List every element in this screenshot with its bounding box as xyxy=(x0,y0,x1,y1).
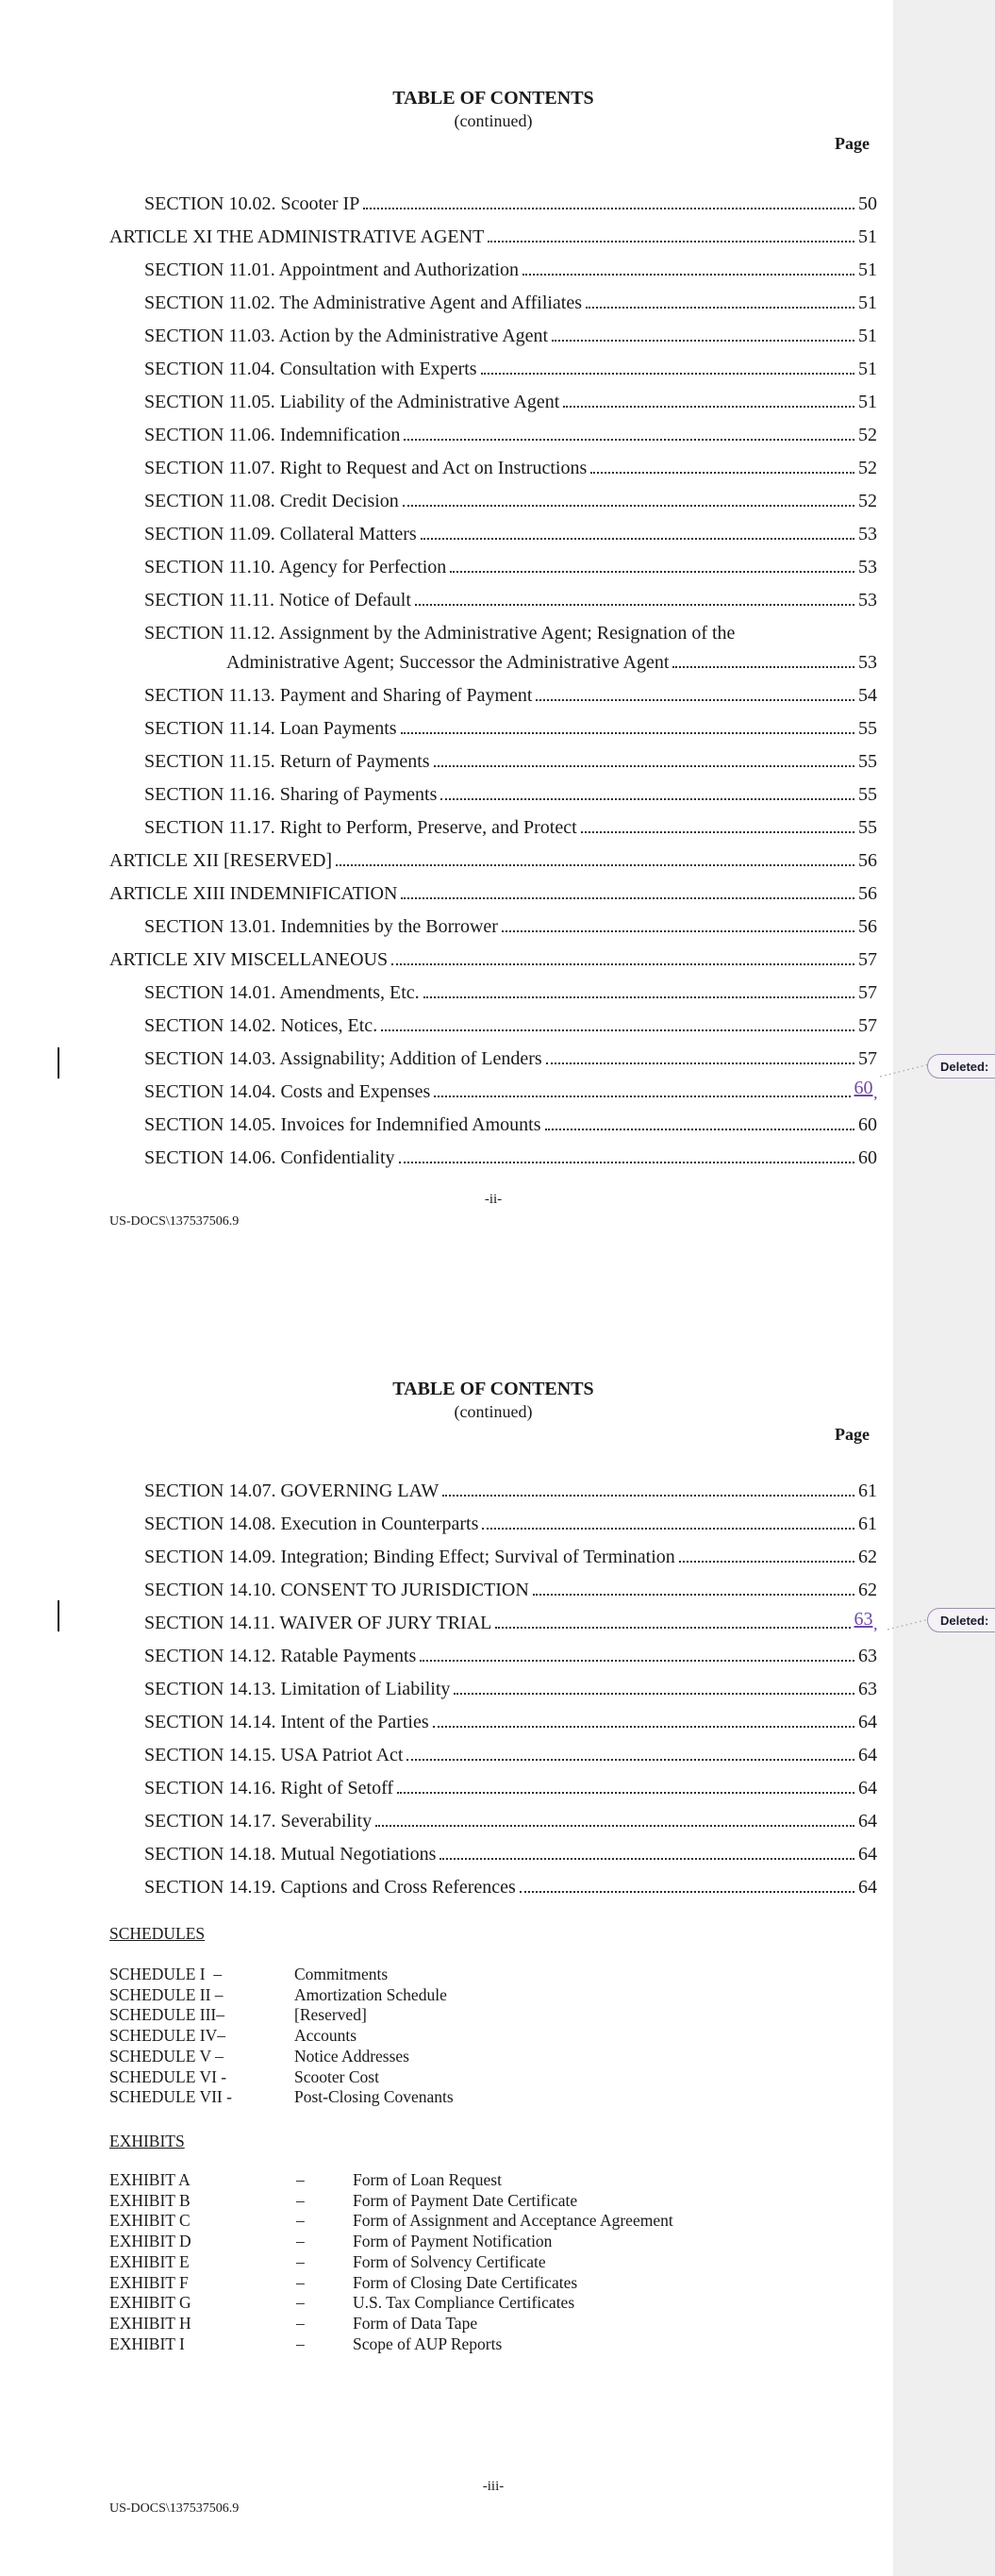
dot-leader xyxy=(420,1660,854,1662)
schedule-label: SCHEDULE IV– xyxy=(109,2026,225,2046)
exhibit-item xyxy=(109,2273,673,2294)
toc-entry-text: SECTION 14.12. Ratable Payments xyxy=(144,1646,417,1666)
toc-entry-text: SECTION 14.14. Intent of the Parties xyxy=(144,1712,429,1732)
toc-entry-page: 60 xyxy=(858,1147,877,1168)
schedule-description: Accounts xyxy=(294,2026,357,2046)
exhibit-description: Form of Data Tape xyxy=(353,2313,478,2333)
toc-entry xyxy=(109,216,877,249)
schedule-item xyxy=(109,2026,454,2047)
dot-leader xyxy=(401,897,854,899)
dot-leader xyxy=(495,1627,850,1629)
toc-entry-text: SECTION 11.11. Notice of Default xyxy=(144,590,411,611)
exhibit-dash: – xyxy=(296,2313,305,2333)
doc-id-footer: US-DOCS\137537506.9 xyxy=(109,2501,240,2516)
exhibit-description: Form of Solvency Certificate xyxy=(353,2251,546,2271)
toc-entry-page: 55 xyxy=(858,784,877,805)
page-column-header: Page xyxy=(835,134,870,153)
dot-leader xyxy=(433,1726,854,1728)
exhibit-label: EXHIBIT A xyxy=(109,2170,191,2189)
exhibit-dash: – xyxy=(296,2232,305,2251)
toc-entry-page: 63 xyxy=(858,1679,877,1699)
toc-entry-page: 51 xyxy=(858,226,877,247)
toc-entry-text: SECTION 14.13. Limitation of Liability xyxy=(144,1679,451,1699)
toc-list-page-iii xyxy=(109,1470,877,1899)
toc-entry xyxy=(109,1071,877,1104)
toc-entry-page: $63_,$ xyxy=(854,1609,877,1633)
exhibit-dash: – xyxy=(296,2170,305,2189)
toc-entry-page: 64 xyxy=(858,1844,877,1865)
schedule-description: Scooter Cost xyxy=(294,2066,379,2086)
toc-entry-page: 61 xyxy=(858,1480,877,1501)
dot-leader xyxy=(421,538,854,540)
toc-entry xyxy=(109,480,877,513)
toc-entry-text: SECTION 11.12. Assignment by the Administrative Agent; Resignation of the xyxy=(144,623,736,644)
toc-entry xyxy=(109,939,877,972)
toc-heading: TABLE OF CONTENTS xyxy=(392,1379,594,1399)
dot-leader xyxy=(546,1062,854,1064)
toc-entry-text: SECTION 11.01. Appointment and Authorization xyxy=(144,259,520,280)
schedule-label: SCHEDULE III– xyxy=(109,2005,224,2025)
exhibit-item xyxy=(109,2252,673,2273)
exhibit-label: EXHIBIT D xyxy=(109,2232,191,2251)
dot-leader xyxy=(533,1594,854,1596)
toc-entry-page: 64 xyxy=(858,1712,877,1732)
schedules-heading: SCHEDULES xyxy=(109,1924,206,1943)
schedule-label: SCHEDULE VII - xyxy=(109,2087,232,2107)
schedule-item xyxy=(109,2087,454,2108)
schedule-item xyxy=(109,1965,454,1985)
dot-leader xyxy=(586,307,854,309)
toc-entry-text: SECTION 11.15. Return of Payments xyxy=(144,751,430,772)
toc-entry-page: 64 xyxy=(858,1877,877,1898)
dot-leader xyxy=(401,732,854,734)
toc-entry xyxy=(109,513,877,546)
toc-entry-page: 51 xyxy=(858,359,877,379)
toc-entry-text: SECTION 14.07. GOVERNING LAW xyxy=(144,1480,439,1501)
toc-entry xyxy=(109,1470,877,1503)
toc-entry-text: SECTION 11.03. Action by the Administrative Agent xyxy=(144,326,549,346)
dot-leader xyxy=(502,930,854,932)
schedule-label: SCHEDULE II – xyxy=(109,1984,224,2004)
dot-leader xyxy=(336,864,854,866)
exhibit-item xyxy=(109,2232,673,2252)
toc-entry xyxy=(109,414,877,447)
dot-leader xyxy=(536,699,854,701)
toc-entry-text: SECTION 11.08. Credit Decision xyxy=(144,491,399,511)
toc-entry-page: 55 xyxy=(858,817,877,838)
toc-entry-text: SECTION 11.05. Liability of the Administrative Agent xyxy=(144,392,560,412)
dot-leader xyxy=(442,1495,854,1497)
toc-entry-text: SECTION 11.13. Payment and Sharing of Payment xyxy=(144,685,533,706)
toc-entry-text: SECTION 13.01. Indemnities by the Borrower xyxy=(144,916,498,937)
revision-markup-column xyxy=(893,0,995,2576)
tracked-change-balloon-deleted[interactable] xyxy=(927,1608,995,1632)
toc-entry-page: $60_,$ xyxy=(854,1078,877,1102)
dot-leader xyxy=(581,831,854,833)
toc-entry-page: 53 xyxy=(858,652,877,673)
dot-leader xyxy=(522,274,854,276)
exhibit-description: Form of Closing Date Certificates xyxy=(353,2272,578,2292)
exhibit-dash: – xyxy=(296,2190,305,2210)
toc-entry-text: SECTION 14.08. Execution in Counterparts xyxy=(144,1514,479,1534)
toc-entry-page: 54 xyxy=(858,685,877,706)
toc-entry xyxy=(109,972,877,1005)
toc-entry xyxy=(109,381,877,414)
schedule-description: [Reserved] xyxy=(294,2005,367,2025)
toc-entry xyxy=(109,1767,877,1800)
toc-entry-text: ARTICLE XIII INDEMNIFICATION xyxy=(109,883,398,904)
toc-entry-text: SECTION 14.16. Right of Setoff xyxy=(144,1778,394,1798)
dot-leader xyxy=(454,1693,854,1695)
toc-entry-text: SECTION 14.05. Invoices for Indemnified Amounts xyxy=(144,1114,541,1135)
dot-leader xyxy=(404,439,854,441)
schedule-description: Notice Addresses xyxy=(294,2046,409,2066)
exhibit-dash: – xyxy=(296,2251,305,2271)
balloon-label: Deleted: xyxy=(940,1613,989,1628)
toc-entry xyxy=(109,1866,877,1899)
toc-entry-page: 64 xyxy=(858,1811,877,1832)
toc-entry-text: ARTICLE XI THE ADMINISTRATIVE AGENT xyxy=(109,226,485,247)
toc-entry-page: 56 xyxy=(858,916,877,937)
dot-leader xyxy=(679,1561,854,1563)
dot-leader xyxy=(397,1792,854,1794)
toc-entry-text: SECTION 14.18. Mutual Negotiations xyxy=(144,1844,437,1865)
toc-entry-text: ARTICLE XII [RESERVED] xyxy=(109,850,333,871)
toc-entry xyxy=(109,1701,877,1734)
exhibit-dash: – xyxy=(296,2333,305,2353)
toc-entry xyxy=(109,1635,877,1668)
toc-entry-page: 61 xyxy=(858,1514,877,1534)
dot-leader xyxy=(375,1825,854,1827)
toc-entry xyxy=(109,741,877,774)
toc-entry xyxy=(109,1137,877,1170)
toc-entry xyxy=(109,1038,877,1071)
page-number-footer: -iii- xyxy=(482,2479,505,2494)
toc-entry-page: 62 xyxy=(858,1580,877,1600)
exhibit-item xyxy=(109,2334,673,2355)
schedule-description: Post-Closing Covenants xyxy=(294,2087,454,2107)
toc-entry xyxy=(109,1104,877,1137)
toc-entry-page: 64 xyxy=(858,1778,877,1798)
toc-entry xyxy=(109,282,877,315)
toc-heading: TABLE OF CONTENTS xyxy=(392,88,594,109)
toc-entry-text: SECTION 14.19. Captions and Cross References xyxy=(144,1877,516,1898)
toc-entry-text: SECTION 11.09. Collateral Matters xyxy=(144,524,417,544)
toc-entry-page: 63 xyxy=(858,1646,877,1666)
schedules-list xyxy=(109,1965,454,2108)
toc-entry-text: Administrative Agent; Successor the Administrative Agent xyxy=(226,652,670,673)
toc-entry xyxy=(109,1734,877,1767)
exhibit-item xyxy=(109,2293,673,2314)
toc-entry-text: SECTION 14.06. Confidentiality xyxy=(144,1147,395,1168)
exhibit-description: Form of Payment Notification xyxy=(353,2232,553,2251)
schedule-item xyxy=(109,2005,454,2026)
toc-entry-page: 57 xyxy=(858,1048,877,1069)
schedule-label: SCHEDULE V – xyxy=(109,2046,224,2066)
toc-entry-text: SECTION 14.11. WAIVER OF JURY TRIAL xyxy=(144,1613,492,1633)
toc-entry xyxy=(109,1800,877,1833)
dot-leader xyxy=(434,1096,850,1097)
exhibits-block xyxy=(109,2131,673,2354)
dot-leader xyxy=(415,604,854,606)
toc-entry xyxy=(109,906,877,939)
schedules-block xyxy=(109,1923,454,2108)
toc-entry xyxy=(109,774,877,807)
toc-list-page-ii xyxy=(109,183,877,1170)
toc-entry xyxy=(109,645,877,675)
exhibit-label: EXHIBIT F xyxy=(109,2272,189,2292)
toc-entry xyxy=(109,807,877,840)
toc-entry-text: SECTION 14.15. USA Patriot Act xyxy=(144,1745,404,1765)
toc-entry-text: SECTION 11.14. Loan Payments xyxy=(144,718,397,739)
toc-entry xyxy=(109,1503,877,1536)
dot-leader xyxy=(434,765,854,767)
toc-entry-page: 57 xyxy=(858,982,877,1003)
exhibit-description: Form of Assignment and Acceptance Agreement xyxy=(353,2211,673,2231)
toc-entry-text: SECTION 14.09. Integration; Binding Effect; Survival of Termination xyxy=(144,1547,675,1567)
toc-entry xyxy=(109,315,877,348)
toc-entry xyxy=(109,447,877,480)
exhibit-item xyxy=(109,2191,673,2212)
schedule-item xyxy=(109,2047,454,2067)
toc-entry xyxy=(109,1602,877,1635)
toc-entry-page: 56 xyxy=(858,883,877,904)
toc-entry-text: SECTION 14.04. Costs and Expenses xyxy=(144,1081,431,1102)
toc-entry xyxy=(109,1668,877,1701)
exhibit-description: Form of Payment Date Certificate xyxy=(353,2190,578,2210)
toc-entry-page: 55 xyxy=(858,718,877,739)
exhibits-list xyxy=(109,2170,673,2354)
dot-leader xyxy=(439,1858,854,1860)
toc-entry-text: SECTION 14.02. Notices, Etc. xyxy=(144,1015,378,1036)
dot-leader xyxy=(520,1891,854,1893)
exhibit-description: U.S. Tax Compliance Certificates xyxy=(353,2293,575,2313)
toc-entry xyxy=(109,348,877,381)
toc-entry xyxy=(109,1005,877,1038)
toc-entry xyxy=(109,612,877,645)
dot-leader xyxy=(672,666,854,668)
toc-entry-page: 53 xyxy=(858,590,877,611)
page-column-header: Page xyxy=(835,1425,870,1444)
exhibit-label: EXHIBIT B xyxy=(109,2190,191,2210)
toc-entry xyxy=(109,840,877,873)
dot-leader xyxy=(399,1162,854,1163)
toc-entry xyxy=(109,1536,877,1569)
change-bar xyxy=(58,1600,59,1631)
toc-entry-page: 60 xyxy=(858,1114,877,1135)
toc-entry xyxy=(109,1569,877,1602)
toc-entry xyxy=(109,873,877,906)
toc-entry-text: SECTION 11.07. Right to Request and Act on Instructions xyxy=(144,458,588,478)
dot-leader xyxy=(488,241,854,243)
schedule-item xyxy=(109,2067,454,2088)
dot-leader xyxy=(450,571,854,573)
dot-leader xyxy=(482,1528,854,1530)
toc-entry-page: 56 xyxy=(858,850,877,871)
toc-entry-page: 51 xyxy=(858,259,877,280)
exhibit-item xyxy=(109,2211,673,2232)
dot-leader xyxy=(545,1129,855,1130)
toc-entry xyxy=(109,1833,877,1866)
change-bar xyxy=(58,1047,59,1079)
exhibit-label: EXHIBIT I xyxy=(109,2333,185,2353)
exhibit-label: EXHIBIT C xyxy=(109,2211,191,2231)
exhibit-dash: – xyxy=(296,2272,305,2292)
toc-heading-continued: (continued) xyxy=(454,111,533,130)
doc-id-footer: US-DOCS\137537506.9 xyxy=(109,1214,240,1229)
toc-entry-page: 57 xyxy=(858,1015,877,1036)
balloon-label: Deleted: xyxy=(940,1059,989,1074)
exhibit-item xyxy=(109,2314,673,2334)
toc-entry-text: SECTION 11.10. Agency for Perfection xyxy=(144,557,447,577)
toc-entry-page: 51 xyxy=(858,392,877,412)
toc-entry-page: 53 xyxy=(858,557,877,577)
dot-leader xyxy=(403,505,854,507)
schedule-label: SCHEDULE I – xyxy=(109,1965,223,1983)
toc-entry-text: SECTION 10.02. Scooter IP xyxy=(144,193,360,214)
toc-entry-text: SECTION 14.10. CONSENT TO JURISDICTION xyxy=(144,1580,529,1600)
toc-entry xyxy=(109,546,877,579)
toc-entry xyxy=(109,183,877,216)
dot-leader xyxy=(552,340,854,342)
dot-leader xyxy=(481,373,854,375)
toc-entry-text: SECTION 11.17. Right to Perform, Preserve, and Protect xyxy=(144,817,577,838)
exhibits-heading: EXHIBITS xyxy=(109,2132,185,2150)
toc-entry-page: 52 xyxy=(858,458,877,478)
dot-leader xyxy=(563,406,854,408)
toc-entry-text: SECTION 11.06. Indemnification xyxy=(144,425,401,445)
toc-entry-page: 52 xyxy=(858,425,877,445)
tracked-change-balloon-deleted[interactable] xyxy=(927,1054,995,1079)
toc-entry-page: 53 xyxy=(858,524,877,544)
toc-entry-page: 52 xyxy=(858,491,877,511)
toc-entry-text: SECTION 11.16. Sharing of Payments xyxy=(144,784,438,805)
dot-leader xyxy=(363,208,854,209)
exhibit-dash: – xyxy=(296,2293,305,2313)
toc-entry-page: 51 xyxy=(858,293,877,313)
toc-entry-page: 62 xyxy=(858,1547,877,1567)
dot-leader xyxy=(381,1029,854,1031)
toc-entry xyxy=(109,579,877,612)
schedule-item xyxy=(109,1985,454,2006)
exhibit-description: Scope of AUP Reports xyxy=(353,2333,503,2353)
dot-leader xyxy=(440,798,854,800)
page-number-footer: -ii- xyxy=(484,1192,503,1207)
toc-entry-text: SECTION 14.01. Amendments, Etc. xyxy=(144,982,420,1003)
toc-entry xyxy=(109,249,877,282)
exhibit-description: Form of Loan Request xyxy=(353,2170,502,2189)
dot-leader xyxy=(406,1759,854,1761)
schedule-description: Commitments xyxy=(294,1965,389,1983)
toc-entry-page: 50 xyxy=(858,193,877,214)
toc-entry-text: SECTION 14.17. Severability xyxy=(144,1811,373,1832)
dot-leader xyxy=(423,996,854,998)
toc-entry-page: 55 xyxy=(858,751,877,772)
exhibit-label: EXHIBIT E xyxy=(109,2251,190,2271)
toc-heading-continued: (continued) xyxy=(454,1402,533,1421)
schedule-description: Amortization Schedule xyxy=(294,1984,447,2004)
dot-leader xyxy=(391,963,854,965)
dot-leader xyxy=(590,472,854,474)
toc-entry-text: SECTION 11.04. Consultation with Experts xyxy=(144,359,477,379)
toc-entry-text: SECTION 11.02. The Administrative Agent and Affiliates xyxy=(144,293,583,313)
toc-entry xyxy=(109,675,877,708)
exhibit-label: EXHIBIT G xyxy=(109,2293,191,2313)
toc-entry-text: ARTICLE XIV MISCELLANEOUS xyxy=(109,949,389,970)
toc-entry-page: 57 xyxy=(858,949,877,970)
toc-entry-page: 51 xyxy=(858,326,877,346)
toc-entry-page: 64 xyxy=(858,1745,877,1765)
toc-entry-text: SECTION 14.03. Assignability; Addition of Lenders xyxy=(144,1048,542,1069)
exhibit-dash: – xyxy=(296,2211,305,2231)
exhibit-item xyxy=(109,2170,673,2191)
schedule-label: SCHEDULE VI - xyxy=(109,2066,227,2086)
exhibit-label: EXHIBIT H xyxy=(109,2313,191,2333)
toc-entry xyxy=(109,708,877,741)
